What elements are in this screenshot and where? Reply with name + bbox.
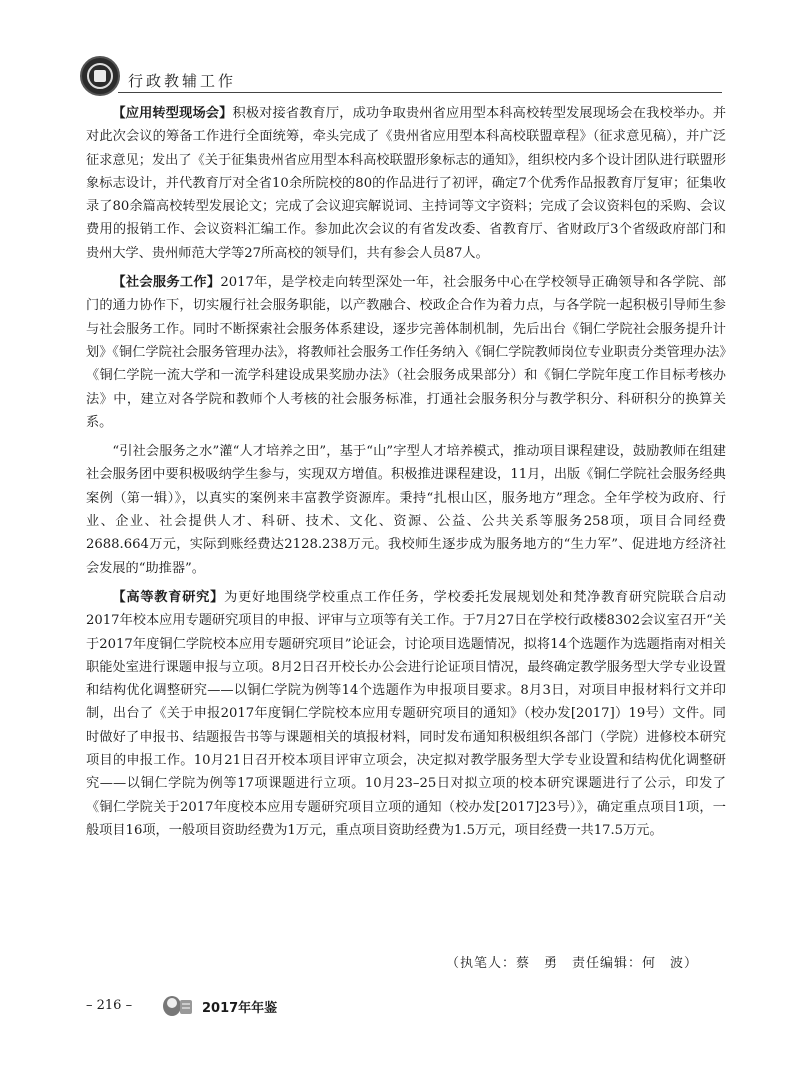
paragraph-label: 【高等教育研究】 [112,589,225,605]
paragraph-application-transformation [86,102,726,265]
mascot-icon [158,992,196,1020]
paragraph-label: 【社会服务工作】 [112,275,221,291]
article-body [86,102,726,842]
author-signature: （执笔人：蔡 勇 责任编辑：何 波） [445,956,698,971]
paragraph-talent-cultivation [86,440,726,580]
paragraph-higher-education-research [86,586,726,842]
section-title: 行政教辅工作 [128,72,237,90]
yearbook-title: 2017年年鉴 [202,1001,278,1016]
paragraph-text: 积极对接省教育厅，成功争取贵州省应用型本科高校转型发展现场会在我校举办。并对此次会议的筹备工作进行全面统筹，牵头完成了《贵州省应用型本科高校联盟章程》（征求意见稿），并广泛征求意见；发出了《关于征集贵州省应用型本科高校联盟形象标志的通知》，组织校内多个设计团队进行联盟形象标志设计，并代教育厅对全省10余所院校的80的作品进行了初评，确定7个优秀作品报教育厅复审；征集收录了80余篇高校转型发展论文；完成了会议迎宾解说词、主持词等文字资料；完成了会议资料包的采购、会议费用的报销工作、会议资料汇编工作。参加此次会议的有省发改委、省教育厅、省财政厅3个省级政府部门和贵州大学、贵州师范大学等27所高校的领导们，共有参会人员87人。 [86,106,727,261]
paragraph-text: “引社会服务之水”灌“人才培养之田”，基于“山”字型人才培养模式，推动项目课程建设，鼓励教师在组建社会服务团中要积极吸纳学生参与，实现双方增值。积极推进课程建设，11月，出版《铜仁学院社会服务经典案例（第一辑）》，以真实的案例来丰富教学资源库。秉持“扎根山区，服务地方”理念。全年学校为政府、行业、企业、社会提供人才、科研、技术、文化、资源、公益、公共关系等服务258项，项目合同经费2688.664万元，实际到账经费达2128.238万元。我校师生逐步成为服务地方的“生力军”、促进地方经济社会发展的“助推器”。 [86,444,726,576]
paragraph-social-service [86,271,726,434]
page-number: – 216 – [86,998,133,1013]
page-header [0,0,793,95]
paragraph-label: 【应用转型现场会】 [112,106,233,121]
header-divider [118,92,722,93]
university-logo-icon [80,56,120,96]
paragraph-text: 为更好地围绕学校重点工作任务，学校委托发展规划处和梵净教育研究院联合启动2017年校本应用专题研究项目的申报、评审与立项等有关工作。于7月27日在学校行政楼8302会议室召开“关于2017年度铜仁学院校本应用专题研究项目”论证会，讨论项目选题情况，拟将14个选题作为选题指南对相关职能处室进行课题申报与立项。8月2日召开校长办公会进行论证项目情况，最终确定教学服务型大学专业设置和结构优化调整研究——以铜仁学院为例等14个选题作为申报项目要求。8月3日，对项目申报材料行文并印制，出台了《关于申报2017年度铜仁学院校本应用专题研究项目的通知》（校办发[2017]）19号）文件。同时做好了申报书、结题报告书等与课题相关的填报材料，同时发布通知积极组织各部门（学院）进修校本研究项目的申报工作。10月21日召开校本项目评审立项会，决定拟对教学服务型大学专业设置和结构优化调整研究——以铜仁学院为例等17项课题进行立项。10月23–25日对拟立项的校本研究课题进行了公示，印发了《铜仁学院关于2017年度校本应用专题研究项目立项的通知（校办发[2017]23号）》，确定重点项目1项，一般项目16项，一般项目资助经费为1万元，重点项目资助经费为1.5万元，项目经费一共17.5万元。 [86,589,727,838]
paragraph-text: 2017年，是学校走向转型深处一年，社会服务中心在学校领导正确领导和各学院、部门的通力协作下，切实履行社会服务职能，以产教融合、校政企合作为着力点，与各学院一起积极引导师生参与社会服务工作。同时不断探索社会服务体系建设，逐步完善体制机制，先后出台《铜仁学院社会服务提升计划》《铜仁学院社会服务管理办法》，将教师社会服务工作任务纳入《铜仁学院教师岗位专业职责分类管理办法》《铜仁学院一流大学和一流学科建设成果奖励办法》（社会服务成果部分）和《铜仁学院年度工作目标考核办法》中，建立对各学院和教师个人考核的社会服务标准，打通社会服务积分与教学积分、科研积分的换算关系。 [86,275,727,430]
